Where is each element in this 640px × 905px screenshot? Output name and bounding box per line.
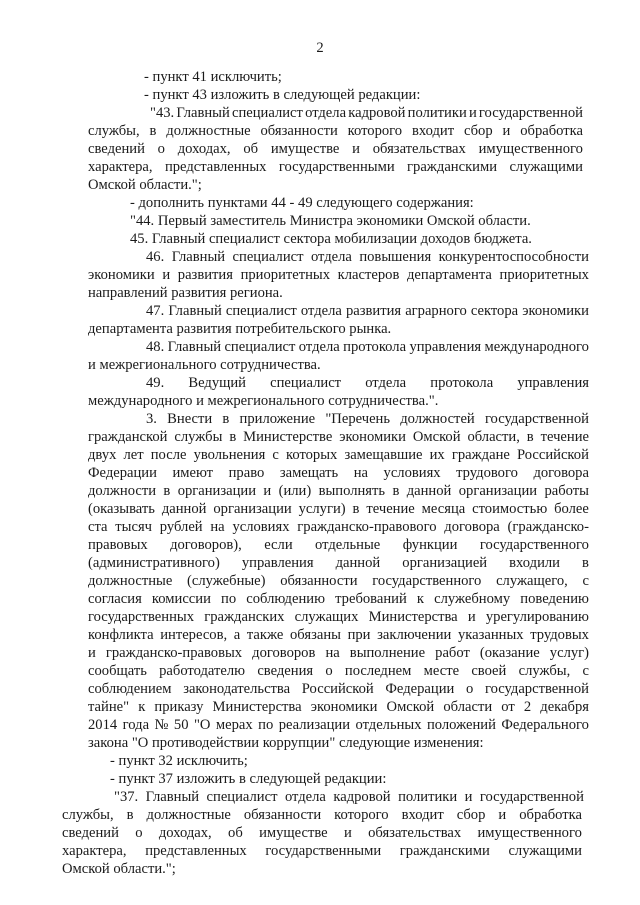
text-line: Омской области.";: [62, 861, 176, 877]
page-number: 2: [316, 40, 324, 56]
text-line: 45. Главный специалист сектора мобилизации доходов бюджета.: [130, 231, 532, 247]
text-line: согласия комиссии по соблюдению требований к служебному поведению: [88, 591, 589, 607]
text-line: - пункт 32 исключить;: [110, 753, 248, 769]
text-line: - пункт 43 изложить в следующей редакции:: [144, 87, 421, 103]
text-line: "44. Первый заместитель Министра экономики Омской области.: [130, 213, 531, 229]
text-line: международного и межрегионального сотрудничества.".: [88, 393, 439, 409]
text-line: направлений развития региона.: [88, 285, 283, 301]
text-line: должности в организации и (или) выполнять в данной организации работы: [88, 483, 589, 499]
text-line: и гражданско-правовых договоров на выполнение работ (оказание услуг): [88, 645, 589, 661]
text-line: сведений о доходах, об имуществе и обязательствах имущественного: [62, 825, 582, 841]
text-line: государственных гражданских служащих Министерства и урегулированию: [88, 609, 589, 625]
text-line: соблюдением законодательства Российской Федерации о государственной: [88, 681, 589, 697]
text-line: 2014 года № 50 "О мерах по реализации отдельных положений Федерального: [88, 717, 589, 733]
text-line: характера, представленных государственными гражданскими служащими: [88, 159, 583, 175]
text-line: должностные (служебные) обязанности государственного служащего, с: [88, 573, 589, 589]
text-line: 49. Ведущий специалист отдела протокола управления: [146, 375, 589, 391]
text-line: департамента развития потребительского рынка.: [88, 321, 392, 337]
text-line: - дополнить пунктами 44 - 49 следующего содержания:: [130, 195, 474, 211]
text-line: сведений о доходах, об имуществе и обязательствах имущественного: [88, 141, 583, 157]
text-line: тайне" к приказу Министерства экономики Омской области от 2 декабря: [88, 699, 589, 715]
text-line: (административного) управления данной организацией входили в: [88, 555, 589, 571]
text-line: "37. Главный специалист отдела кадровой политики и государственной: [114, 789, 584, 805]
text-line: 46. Главный специалист отдела повышения конкурентоспособности: [146, 249, 589, 265]
text-line: службы, в должностные обязанности которого входит сбор и обработка: [62, 807, 582, 823]
text-line: гражданской службы в Министерстве экономики Омской области, в течение: [88, 429, 589, 445]
text-line: сообщать работодателю сведения о последнем месте своей службы, с: [88, 663, 589, 679]
text-line: Федерации имеют право замещать на условиях трудового договора: [88, 465, 589, 481]
text-line: закона "О противодействии коррупции" следующие изменения:: [88, 735, 484, 751]
text-line: ста тысяч рублей на условиях гражданско-правового договора (гражданско-: [88, 519, 589, 535]
text-line: экономики и развития приоритетных кластеров департамента приоритетных: [88, 267, 589, 283]
text-line: 3. Внести в приложение "Перечень должностей государственной: [146, 411, 589, 427]
text-line: (оказывать данной организации услуги) в течение месяца стоимостью более: [88, 501, 589, 517]
text-line: и межрегионального сотрудничества.: [88, 357, 321, 373]
text-line: конфликта интересов, а также обязаны при заключении указанных трудовых: [88, 627, 589, 643]
text-line: 47. Главный специалист отдела развития аграрного сектора экономики: [146, 303, 589, 319]
text-line: 48. Главный специалист отдела протокола управления международного: [146, 339, 589, 355]
text-line: двух лет после увольнения с которых замещавшие их граждане Российской: [88, 447, 589, 463]
text-line: службы, в должностные обязанности которого входит сбор и обработка: [88, 123, 583, 139]
text-line: "43. Главный специалист отдела кадровой политики и государственной: [150, 105, 583, 121]
text-line: правовых договоров), если отдельные функции государственного: [88, 537, 589, 553]
text-line: - пункт 37 изложить в следующей редакции:: [110, 771, 387, 787]
text-line: характера, представленных государственными гражданскими служащими: [62, 843, 582, 859]
text-line: - пункт 41 исключить;: [144, 69, 282, 85]
text-line: Омской области.";: [88, 177, 202, 193]
